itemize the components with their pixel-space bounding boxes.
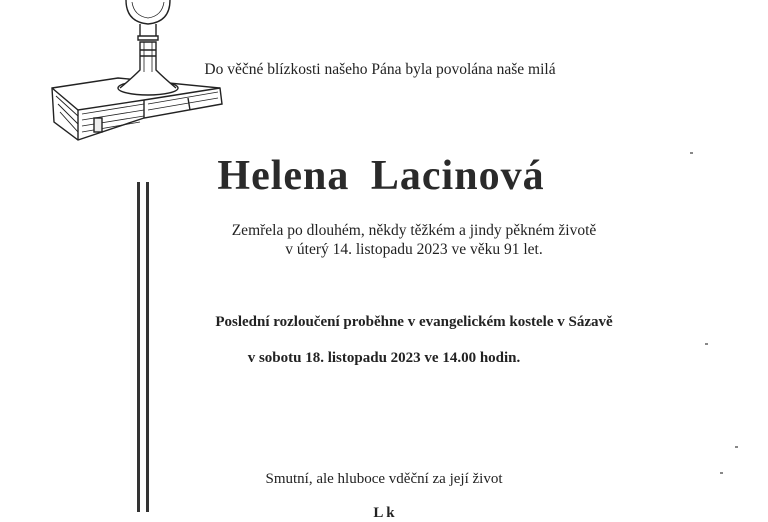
ceremony-datetime: v sobotu 18. listopadu 2023 ve 14.00 hodin. (247, 350, 521, 366)
death-details-line-1: Zemřela po dlouhém, někdy těžkém a jindy pěkném životě (231, 222, 597, 239)
closing-line: Smutní, ale hluboce vděční za její život (265, 471, 503, 487)
scan-speck (690, 152, 693, 154)
scan-speck (735, 446, 738, 448)
deceased-name: Helena Lacinová (217, 153, 545, 199)
death-details-line-2: v úterý 14. listopadu 2023 ve věku 91 let. (285, 241, 543, 258)
intro-line: Do věčné blízkosti našeho Pána byla povolána naše milá (204, 61, 556, 78)
scan-speck (705, 343, 708, 345)
farewell-ceremony-line: Poslední rozloučení proběhne v evangelickém kostele v Sázavě (215, 314, 613, 330)
scan-speck (720, 472, 723, 474)
mourners-line: L k (373, 505, 395, 521)
